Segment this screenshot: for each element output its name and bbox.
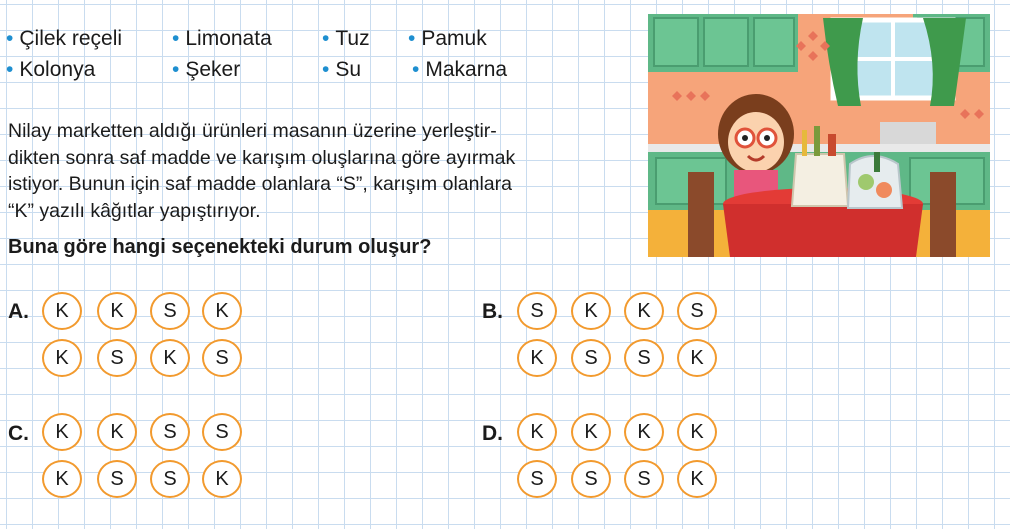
option-a-label[interactable]: A. xyxy=(8,300,29,323)
list-item xyxy=(408,27,487,51)
answer-circle[interactable]: K xyxy=(42,460,82,498)
bullet-icon: • xyxy=(6,27,14,50)
answer-circle[interactable]: K xyxy=(150,339,190,377)
answer-circle[interactable]: S xyxy=(150,460,190,498)
answer-circle[interactable]: K xyxy=(624,413,664,451)
answer-circle[interactable]: S xyxy=(202,413,242,451)
answer-circle[interactable]: S xyxy=(571,460,611,498)
list-item xyxy=(322,27,370,51)
item-label: Limonata xyxy=(185,27,272,50)
answer-circle[interactable]: K xyxy=(517,339,557,377)
answer-circle[interactable]: S xyxy=(97,339,137,377)
bullet-icon: • xyxy=(408,27,416,50)
answer-circle[interactable]: K xyxy=(517,413,557,451)
answer-circle[interactable]: S xyxy=(150,292,190,330)
paragraph-line: dikten sonra saf madde ve karışım oluşlarına göre ayırmak xyxy=(8,146,516,169)
answer-circle[interactable]: S xyxy=(624,339,664,377)
option-d-label[interactable]: D. xyxy=(482,422,503,445)
answer-circle[interactable]: S xyxy=(202,339,242,377)
item-label: Pamuk xyxy=(421,27,487,50)
paragraph-line: istiyor. Bunun için saf madde olanlara “S”, karışım olanlara xyxy=(8,173,512,195)
list-item xyxy=(172,27,272,51)
list-item xyxy=(6,58,95,82)
answer-circle[interactable]: K xyxy=(42,292,82,330)
item-label: Makarna xyxy=(425,58,508,81)
option-b-label[interactable]: B. xyxy=(482,300,503,323)
answer-circle[interactable]: S xyxy=(677,292,717,330)
item-label: Çilek reçeli xyxy=(19,27,123,50)
bullet-icon: • xyxy=(412,58,420,81)
option-c-label[interactable]: C. xyxy=(8,422,29,445)
paragraph-line: Nilay marketten aldığı ürünleri masanın üzerine yerleştir- xyxy=(8,120,497,142)
girl-with-grocery-bags-illustration xyxy=(648,14,990,257)
kitchen-illustration xyxy=(648,14,990,257)
answer-circle[interactable]: K xyxy=(571,413,611,451)
bullet-icon: • xyxy=(322,58,330,81)
paragraph-line: “K” yazılı kâğıtlar yapıştırıyor. xyxy=(8,199,261,222)
answer-circle[interactable]: S xyxy=(97,460,137,498)
list-item xyxy=(6,27,122,51)
answer-circle[interactable]: K xyxy=(97,292,137,330)
answer-circle[interactable]: K xyxy=(677,460,717,498)
answer-circle[interactable]: K xyxy=(202,292,242,330)
question-text: Buna göre hangi seçenekteki durum oluşur? xyxy=(8,236,432,258)
answer-circle[interactable]: K xyxy=(677,413,717,451)
answer-circle[interactable]: S xyxy=(517,460,557,498)
answer-circle[interactable]: S xyxy=(571,339,611,377)
answer-circle[interactable]: S xyxy=(624,460,664,498)
bullet-icon: • xyxy=(172,58,180,81)
item-label: Kolonya xyxy=(19,58,96,81)
bullet-icon: • xyxy=(322,27,330,50)
answer-circle[interactable]: S xyxy=(517,292,557,330)
list-item xyxy=(412,58,507,82)
answer-circle[interactable]: S xyxy=(150,413,190,451)
answer-circle[interactable]: K xyxy=(42,339,82,377)
answer-circle[interactable]: K xyxy=(677,339,717,377)
answer-circle[interactable]: K xyxy=(624,292,664,330)
bullet-icon: • xyxy=(6,58,14,81)
problem-text xyxy=(8,118,608,224)
answer-circle[interactable]: K xyxy=(571,292,611,330)
answer-circle[interactable]: K xyxy=(42,413,82,451)
answer-circle[interactable]: K xyxy=(97,413,137,451)
answer-circle[interactable]: K xyxy=(202,460,242,498)
list-item xyxy=(172,58,240,82)
item-label: Su xyxy=(335,58,362,81)
list-item xyxy=(322,58,361,82)
item-label: Tuz xyxy=(335,27,370,50)
item-label: Şeker xyxy=(185,58,241,81)
bullet-icon: • xyxy=(172,27,180,50)
